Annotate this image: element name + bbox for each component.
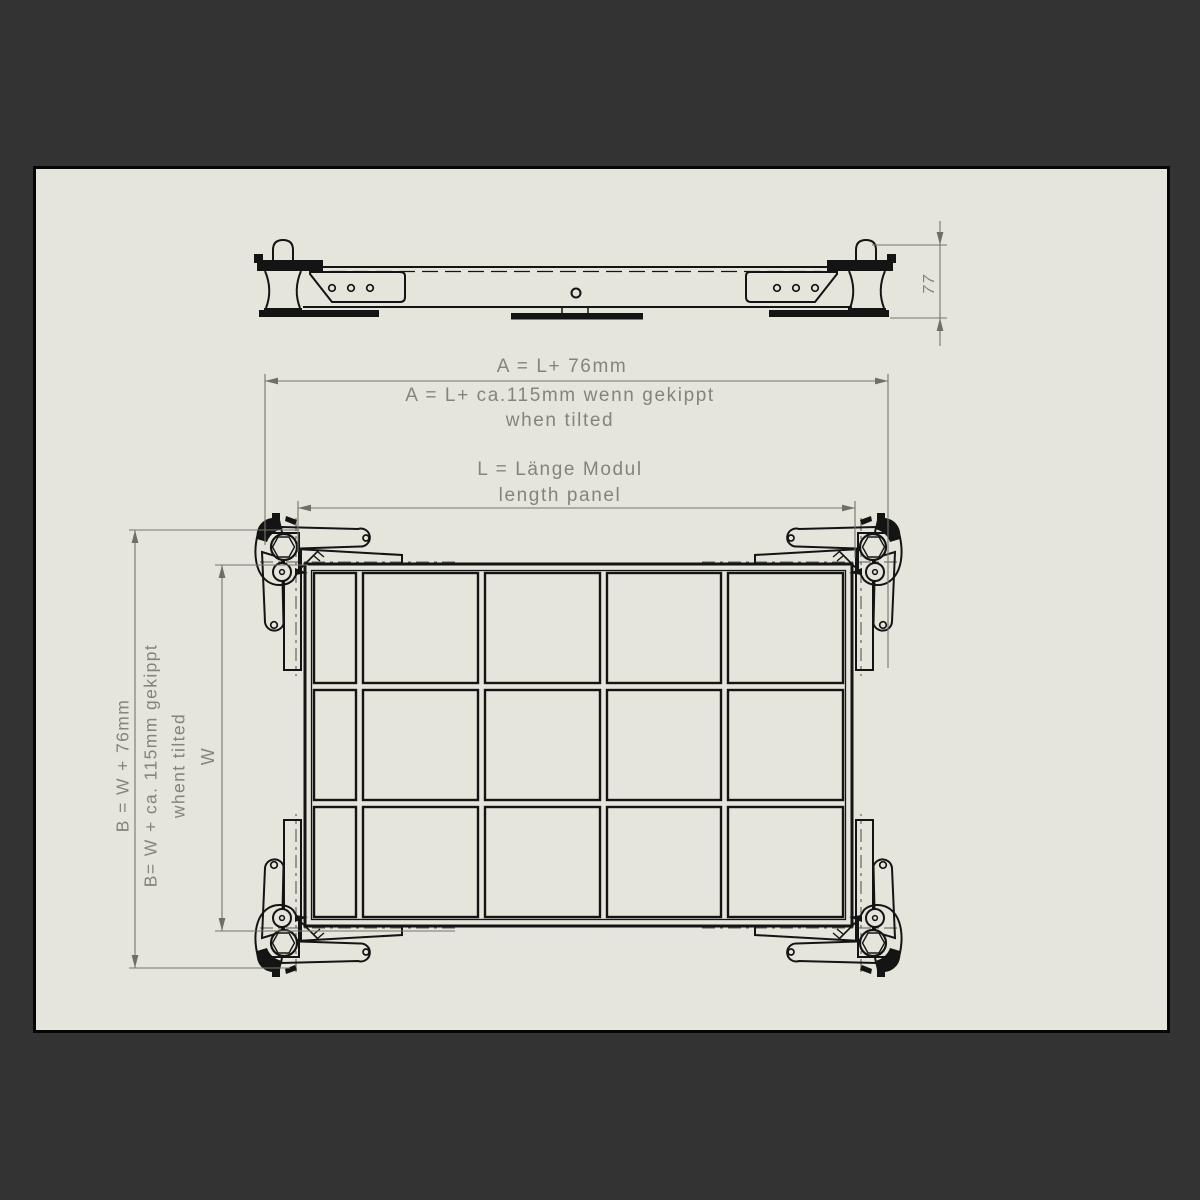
label-overall-width: B = W + 76mm — [112, 698, 133, 833]
grid-cell — [314, 690, 356, 800]
grid-cell — [314, 807, 356, 917]
grid-cell — [485, 573, 600, 683]
label-tilted-width-de: B= W + ca. 115mm gekippt — [140, 643, 161, 888]
grid-cell — [363, 690, 478, 800]
label-module-length-de: L = Länge Modul — [477, 459, 643, 480]
panel-grid — [305, 564, 852, 926]
label-module-width: W — [197, 746, 218, 766]
grid-cell — [314, 573, 356, 683]
label-module-length-en: length panel — [498, 485, 622, 506]
grid-cell — [728, 807, 843, 917]
side-elevation-view — [255, 240, 895, 319]
grid-cell — [485, 690, 600, 800]
dimension-w — [215, 565, 455, 931]
grid-cell — [607, 573, 721, 683]
label-tilted-length-en: when tilted — [505, 410, 615, 431]
label-overall-length: A = L+ 76mm — [496, 356, 628, 377]
label-tilted-length-de: A = L+ ca.115mm wenn gekippt — [405, 385, 715, 406]
grid-cell — [363, 573, 478, 683]
label-overall-width-block — [109, 503, 194, 1029]
grid-cell — [728, 573, 843, 683]
dimension-lines — [129, 221, 947, 968]
grid-cell — [485, 807, 600, 917]
grid-cell — [607, 690, 721, 800]
grid-cell — [607, 807, 721, 917]
label-side-height: 77 — [921, 273, 938, 295]
grid-cell — [363, 807, 478, 917]
grid-cell — [728, 690, 843, 800]
plan-view — [255, 513, 901, 977]
corner-bracket-bottom-right — [702, 814, 902, 977]
dimension-l — [298, 501, 855, 558]
label-tilted-width-en: whent tilted — [168, 712, 189, 819]
corner-bracket-top-right — [702, 513, 902, 676]
